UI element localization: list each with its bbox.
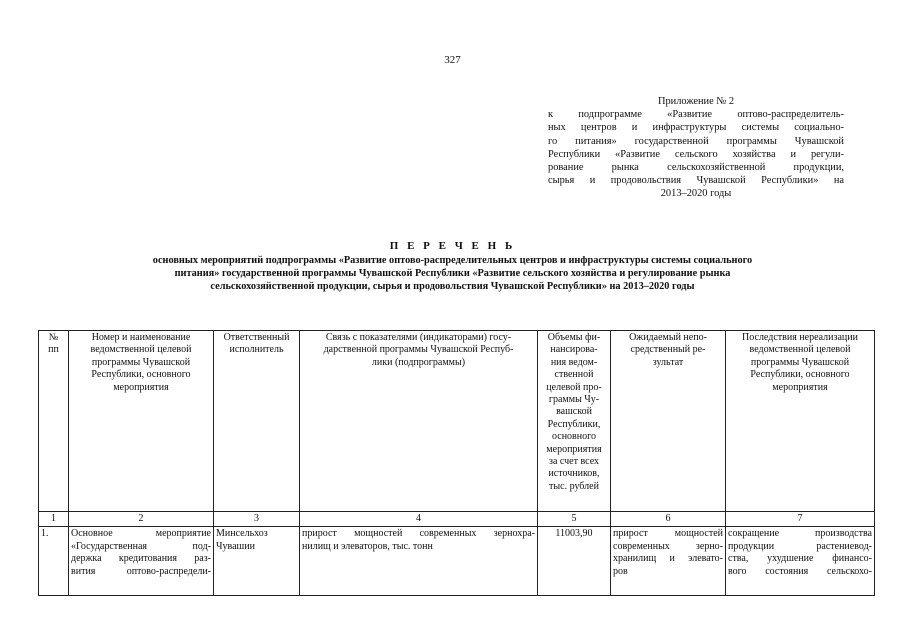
- appendix-line: Республики «Развитие сельского хозяйства и регули-: [548, 148, 844, 160]
- cell-funding: 11003,90: [538, 527, 611, 596]
- column-number: 7: [726, 512, 875, 527]
- appendix-line: ных центров и инфраструктуры системы социально-: [548, 122, 844, 134]
- appendix-note: [548, 95, 844, 201]
- table-row: [39, 527, 875, 596]
- appendix-line: рование рынка сельскохозяйственной продукции,: [548, 162, 844, 174]
- column-number-row: [39, 512, 875, 527]
- measures-table: [38, 330, 875, 596]
- header-cell-number: № пп: [39, 331, 69, 512]
- appendix-line: сырья и продовольствия Чувашской Республики» на: [548, 175, 844, 187]
- column-number: 4: [300, 512, 538, 527]
- page-number: 327: [444, 54, 461, 66]
- cell-indicator: прирост мощностей современных зернохра- нилищ и элеваторов, тыс. тонн: [300, 527, 538, 596]
- table-header-row: [39, 331, 875, 512]
- column-number: 6: [611, 512, 726, 527]
- cell-executor: Минсельхоз Чувашии: [214, 527, 300, 596]
- header-cell-executor: Ответственный исполнитель: [214, 331, 300, 512]
- heading-line: питания» государственной программы Чувашской Республики «Развитие сельского хозяйства и регулирование рынка: [174, 268, 731, 279]
- heading-line: сельскохозяйственной продукции, сырья и продовольствия Чувашской Республики» на 2013–2020 годы: [210, 281, 695, 292]
- header-cell-expected-result: Ожидаемый непо- средственный ре- зультат: [611, 331, 726, 512]
- appendix-line: 2013–2020 годы: [660, 188, 732, 200]
- column-number: 2: [69, 512, 214, 527]
- header-cell-program-name: Номер и наименование ведомственной целевой программы Чувашской Республики, основного мероприятия: [69, 331, 214, 512]
- appendix-line: го питания» государственной программы Чувашской: [548, 135, 844, 147]
- cell-measure-name: Основное мероприятие «Государственная под- держка кредитования раз- вития оптово-распредели-: [69, 527, 214, 596]
- appendix-title: Приложение № 2: [657, 96, 735, 107]
- cell-expected-result: прирост мощностей современных зерно- хранилищ и элевато- ров: [611, 527, 726, 596]
- column-number: 3: [214, 512, 300, 527]
- cell-row-number: 1.: [39, 527, 69, 596]
- column-number: 5: [538, 512, 611, 527]
- header-cell-consequences: Последствия нереализации ведомственной целевой программы Чувашской Республики, основного мероприятия: [726, 331, 875, 512]
- appendix-line: к подпрограмме «Развитие оптово-распределитель-: [548, 109, 844, 121]
- heading-line: основных мероприятий подпрограммы «Развитие оптово-распределительных центров и инфраструктуры системы социального: [152, 255, 753, 266]
- document-heading: [40, 240, 865, 293]
- column-number: 1: [39, 512, 69, 527]
- header-cell-funding: Объемы фи- нансирова- ния ведом- ственной целевой про- граммы Чу- вашской Республики, основного мероприятия за счет всех источников, тыс. рублей: [538, 331, 611, 512]
- cell-consequences: сокращение производства продукции растениевод- ства, ухудшение финансо- вого состояния сельскохо-: [726, 527, 875, 596]
- header-cell-indicators: Связь с показателями (индикаторами) госу- дарственной программы Чувашской Респуб- лики (подпрограммы): [300, 331, 538, 512]
- heading-title: П Е Р Е Ч Е Н Ь: [389, 240, 516, 252]
